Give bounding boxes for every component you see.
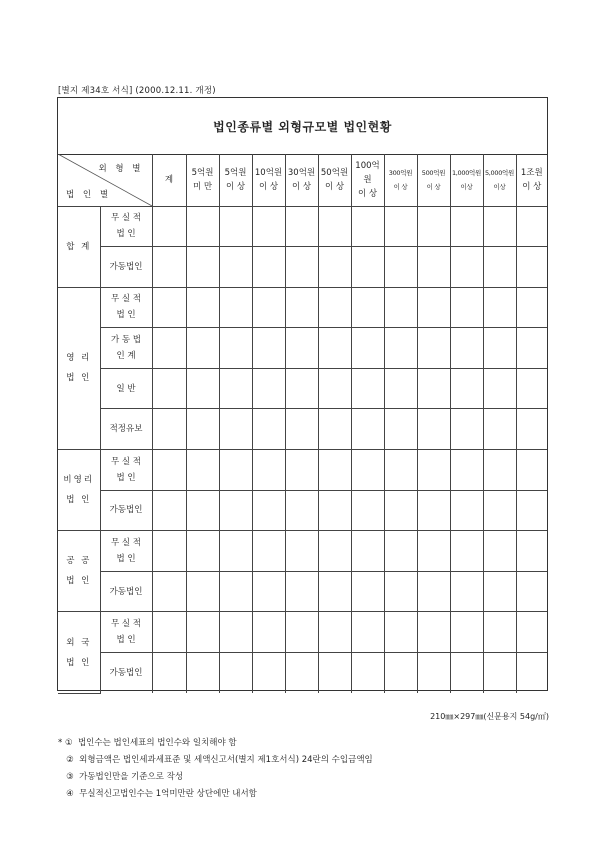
- data-cell[interactable]: [450, 368, 483, 409]
- category-label: 합 계: [66, 241, 92, 252]
- data-cell[interactable]: [351, 571, 384, 612]
- subcategory-label: 가동법인: [109, 586, 143, 597]
- subcategory-cell: [100, 328, 152, 369]
- data-cell[interactable]: [186, 571, 219, 612]
- data-cell[interactable]: [285, 450, 318, 491]
- form-label: [별지 제34호 서식] (2000.12.11. 개정): [58, 86, 216, 96]
- corner-header-cell: [58, 154, 152, 206]
- statistics-table: [58, 154, 547, 694]
- data-cell[interactable]: [285, 328, 318, 369]
- column-header: [483, 154, 516, 206]
- paper-size-note: 210㎜×297㎜(신문용지 54g/㎡): [430, 712, 549, 721]
- data-cell[interactable]: [318, 368, 351, 409]
- data-cell[interactable]: [252, 287, 285, 328]
- column-header-label: 계: [164, 174, 174, 185]
- data-cell[interactable]: [285, 368, 318, 409]
- category-label: 외 국 법 인: [66, 637, 92, 668]
- column-header-label: 100억 원 이 상: [355, 160, 380, 199]
- data-cell[interactable]: [152, 571, 186, 612]
- data-cell[interactable]: [450, 247, 483, 288]
- subcategory-cell: [100, 612, 152, 653]
- data-cell[interactable]: [450, 571, 483, 612]
- data-cell[interactable]: [483, 409, 516, 450]
- data-cell[interactable]: [516, 653, 547, 694]
- data-cell[interactable]: [351, 206, 384, 247]
- subcategory-cell: [100, 653, 152, 694]
- data-cell[interactable]: [219, 490, 252, 531]
- subcategory-label: 일 반: [116, 383, 136, 394]
- data-cell[interactable]: [318, 531, 351, 572]
- data-cell[interactable]: [417, 450, 450, 491]
- data-cell[interactable]: [417, 612, 450, 653]
- form-frame: [57, 97, 548, 691]
- data-cell[interactable]: [152, 450, 186, 491]
- data-cell[interactable]: [219, 653, 252, 694]
- data-cell[interactable]: [285, 206, 318, 247]
- table-row: [58, 571, 547, 612]
- data-cell[interactable]: [186, 287, 219, 328]
- data-cell[interactable]: [252, 571, 285, 612]
- data-cell[interactable]: [186, 409, 219, 450]
- column-header: [384, 154, 417, 206]
- data-cell[interactable]: [516, 571, 547, 612]
- subcategory-label: 무 실 적 법 인: [110, 213, 142, 240]
- data-cell[interactable]: [384, 409, 417, 450]
- data-cell[interactable]: [417, 287, 450, 328]
- category-label: 영 리 법 인: [66, 353, 92, 384]
- subcategory-cell: [100, 531, 152, 572]
- data-cell[interactable]: [483, 287, 516, 328]
- data-cell[interactable]: [318, 612, 351, 653]
- data-cell[interactable]: [483, 571, 516, 612]
- subcategory-cell: [100, 368, 152, 409]
- data-cell[interactable]: [252, 490, 285, 531]
- column-header: [219, 154, 252, 206]
- subcategory-label: 적정유보: [109, 424, 143, 435]
- column-header-label: 300억원 이 상: [388, 168, 413, 191]
- data-cell[interactable]: [219, 409, 252, 450]
- data-cell[interactable]: [417, 653, 450, 694]
- column-header: [450, 154, 483, 206]
- data-cell[interactable]: [384, 653, 417, 694]
- data-cell[interactable]: [483, 531, 516, 572]
- data-cell[interactable]: [152, 206, 186, 247]
- table-row: [58, 206, 547, 247]
- data-cell[interactable]: [285, 409, 318, 450]
- data-cell[interactable]: [384, 450, 417, 491]
- data-cell[interactable]: [450, 450, 483, 491]
- data-cell[interactable]: [252, 531, 285, 572]
- data-cell[interactable]: [351, 653, 384, 694]
- data-cell[interactable]: [450, 612, 483, 653]
- header-row: [58, 154, 547, 206]
- data-cell[interactable]: [219, 287, 252, 328]
- data-cell[interactable]: [219, 531, 252, 572]
- data-cell[interactable]: [186, 328, 219, 369]
- data-cell[interactable]: [384, 368, 417, 409]
- data-cell[interactable]: [219, 450, 252, 491]
- data-cell[interactable]: [152, 368, 186, 409]
- data-cell[interactable]: [252, 653, 285, 694]
- category-cell: [58, 612, 100, 693]
- data-cell[interactable]: [417, 368, 450, 409]
- data-cell[interactable]: [384, 612, 417, 653]
- column-header-label: 5억원 이 상: [224, 167, 247, 192]
- data-cell[interactable]: [252, 206, 285, 247]
- table-row: [58, 328, 547, 369]
- data-cell[interactable]: [516, 612, 547, 653]
- data-cell[interactable]: [450, 409, 483, 450]
- subcategory-label: 무 실 적 법 인: [110, 294, 142, 321]
- data-cell[interactable]: [351, 612, 384, 653]
- data-cell[interactable]: [351, 450, 384, 491]
- data-cell[interactable]: [417, 490, 450, 531]
- data-cell[interactable]: [318, 247, 351, 288]
- corner-label-corp: 법 인 별: [66, 189, 112, 200]
- table-row: [58, 409, 547, 450]
- data-cell[interactable]: [417, 531, 450, 572]
- data-cell[interactable]: [285, 571, 318, 612]
- data-cell[interactable]: [450, 490, 483, 531]
- footnotes: [58, 735, 373, 803]
- table-row: [58, 287, 547, 328]
- subcategory-label: 무 실 적 법 인: [110, 538, 142, 565]
- title-row: [58, 98, 547, 155]
- data-cell[interactable]: [417, 206, 450, 247]
- column-header: [318, 154, 351, 206]
- footnote: ③ 가동법인만을 기준으로 작성: [58, 772, 184, 782]
- data-cell[interactable]: [417, 328, 450, 369]
- data-cell[interactable]: [351, 287, 384, 328]
- column-header: [152, 154, 186, 206]
- subcategory-label: 가동법인: [109, 505, 143, 516]
- table-row: [58, 490, 547, 531]
- data-cell[interactable]: [384, 247, 417, 288]
- data-cell[interactable]: [516, 328, 547, 369]
- data-cell[interactable]: [483, 328, 516, 369]
- subcategory-label: 가 동 법 인 계: [110, 335, 142, 362]
- data-cell[interactable]: [318, 450, 351, 491]
- column-header-label: 10억원 이 상: [254, 167, 283, 192]
- data-cell[interactable]: [252, 450, 285, 491]
- subcategory-label: 무 실 적 법 인: [110, 456, 142, 483]
- data-cell[interactable]: [152, 612, 186, 653]
- data-cell[interactable]: [318, 409, 351, 450]
- subcategory-cell: [100, 247, 152, 288]
- data-cell[interactable]: [384, 490, 417, 531]
- data-cell[interactable]: [483, 247, 516, 288]
- data-cell[interactable]: [516, 247, 547, 288]
- data-cell[interactable]: [417, 571, 450, 612]
- data-cell[interactable]: [219, 571, 252, 612]
- data-cell[interactable]: [285, 612, 318, 653]
- data-cell[interactable]: [351, 531, 384, 572]
- data-cell[interactable]: [318, 490, 351, 531]
- data-cell[interactable]: [318, 206, 351, 247]
- data-cell[interactable]: [285, 531, 318, 572]
- column-header-label: 5억원 미 만: [191, 167, 214, 192]
- subcategory-label: 가동법인: [109, 668, 143, 679]
- data-cell[interactable]: [186, 653, 219, 694]
- column-header: [252, 154, 285, 206]
- data-cell[interactable]: [450, 653, 483, 694]
- data-cell[interactable]: [516, 409, 547, 450]
- data-cell[interactable]: [483, 653, 516, 694]
- subcategory-label: 무 실 적 법 인: [110, 619, 142, 646]
- data-cell[interactable]: [252, 328, 285, 369]
- data-cell[interactable]: [516, 206, 547, 247]
- data-cell[interactable]: [152, 247, 186, 288]
- data-cell[interactable]: [152, 653, 186, 694]
- data-cell[interactable]: [186, 531, 219, 572]
- data-cell[interactable]: [219, 328, 252, 369]
- data-cell[interactable]: [384, 206, 417, 247]
- data-cell[interactable]: [483, 368, 516, 409]
- category-cell: [58, 206, 100, 287]
- data-cell[interactable]: [186, 612, 219, 653]
- column-header: [285, 154, 318, 206]
- data-cell[interactable]: [252, 409, 285, 450]
- data-cell[interactable]: [417, 409, 450, 450]
- column-header-label: 1,000억원 이상: [451, 168, 482, 191]
- column-header-label: 1조원 이 상: [520, 167, 543, 192]
- data-cell[interactable]: [186, 368, 219, 409]
- data-cell[interactable]: [351, 409, 384, 450]
- data-cell[interactable]: [351, 247, 384, 288]
- table-row: [58, 531, 547, 572]
- data-cell[interactable]: [483, 206, 516, 247]
- data-cell[interactable]: [516, 531, 547, 572]
- footnote: * ① 법인수는 법인세표의 법인수와 일치해야 함: [58, 738, 237, 748]
- data-cell[interactable]: [152, 490, 186, 531]
- column-header: [417, 154, 450, 206]
- data-cell[interactable]: [417, 247, 450, 288]
- subcategory-cell: [100, 206, 152, 247]
- data-cell[interactable]: [219, 247, 252, 288]
- data-cell[interactable]: [186, 450, 219, 491]
- subcategory-cell: [100, 409, 152, 450]
- data-cell[interactable]: [318, 653, 351, 694]
- data-cell[interactable]: [351, 368, 384, 409]
- data-cell[interactable]: [152, 409, 186, 450]
- data-cell[interactable]: [384, 287, 417, 328]
- subcategory-label: 가동법인: [109, 261, 143, 272]
- data-cell[interactable]: [318, 287, 351, 328]
- footnote: ② 외형금액은 법인세과세표준 및 세액신고서(별지 제1호서식) 24란의 수입금액임: [58, 755, 373, 765]
- footnote: ④ 무실적신고법인수는 1억미만란 상단에만 내서함: [58, 789, 257, 799]
- subcategory-cell: [100, 490, 152, 531]
- data-cell[interactable]: [450, 206, 483, 247]
- column-header-label: 500억원 이 상: [421, 168, 446, 191]
- data-cell[interactable]: [252, 612, 285, 653]
- data-cell[interactable]: [516, 287, 547, 328]
- data-cell[interactable]: [450, 287, 483, 328]
- subcategory-cell: [100, 450, 152, 491]
- data-cell[interactable]: [516, 368, 547, 409]
- data-cell[interactable]: [516, 450, 547, 491]
- data-cell[interactable]: [318, 328, 351, 369]
- category-label: 비영리 법 인: [63, 475, 95, 506]
- data-cell[interactable]: [318, 571, 351, 612]
- data-cell[interactable]: [219, 368, 252, 409]
- data-cell[interactable]: [351, 328, 384, 369]
- table-row: [58, 450, 547, 491]
- data-cell[interactable]: [351, 490, 384, 531]
- data-cell[interactable]: [152, 328, 186, 369]
- subcategory-cell: [100, 571, 152, 612]
- data-cell[interactable]: [152, 531, 186, 572]
- data-cell[interactable]: [219, 206, 252, 247]
- data-cell[interactable]: [285, 287, 318, 328]
- category-label: 공 공 법 인: [66, 556, 92, 587]
- column-header-label: 5,000억원 이상: [484, 168, 515, 191]
- category-cell: [58, 450, 100, 531]
- data-cell[interactable]: [384, 531, 417, 572]
- data-cell[interactable]: [252, 368, 285, 409]
- column-header: [516, 154, 547, 206]
- data-cell[interactable]: [285, 653, 318, 694]
- column-header-label: 30억원 이 상: [287, 167, 316, 192]
- data-cell[interactable]: [152, 287, 186, 328]
- table-row: [58, 247, 547, 288]
- column-header: [186, 154, 219, 206]
- data-cell[interactable]: [516, 490, 547, 531]
- data-cell[interactable]: [483, 450, 516, 491]
- column-header-label: 50억원 이 상: [320, 167, 349, 192]
- data-cell[interactable]: [483, 490, 516, 531]
- table-row: [58, 368, 547, 409]
- data-cell[interactable]: [219, 612, 252, 653]
- table-row: [58, 612, 547, 653]
- column-header: [351, 154, 384, 206]
- form-title: 법인종류별 외형규모별 법인현황: [213, 119, 392, 134]
- data-cell[interactable]: [384, 571, 417, 612]
- category-cell: [58, 287, 100, 449]
- data-cell[interactable]: [285, 490, 318, 531]
- data-cell[interactable]: [483, 612, 516, 653]
- corner-label-size: 외 형 별: [98, 164, 144, 174]
- data-cell[interactable]: [285, 247, 318, 288]
- data-cell[interactable]: [384, 328, 417, 369]
- data-cell[interactable]: [252, 247, 285, 288]
- data-cell[interactable]: [186, 206, 219, 247]
- data-cell[interactable]: [186, 247, 219, 288]
- category-cell: [58, 531, 100, 612]
- subcategory-cell: [100, 287, 152, 328]
- table-row: [58, 653, 547, 694]
- data-cell[interactable]: [450, 328, 483, 369]
- data-cell[interactable]: [186, 490, 219, 531]
- data-cell[interactable]: [450, 531, 483, 572]
